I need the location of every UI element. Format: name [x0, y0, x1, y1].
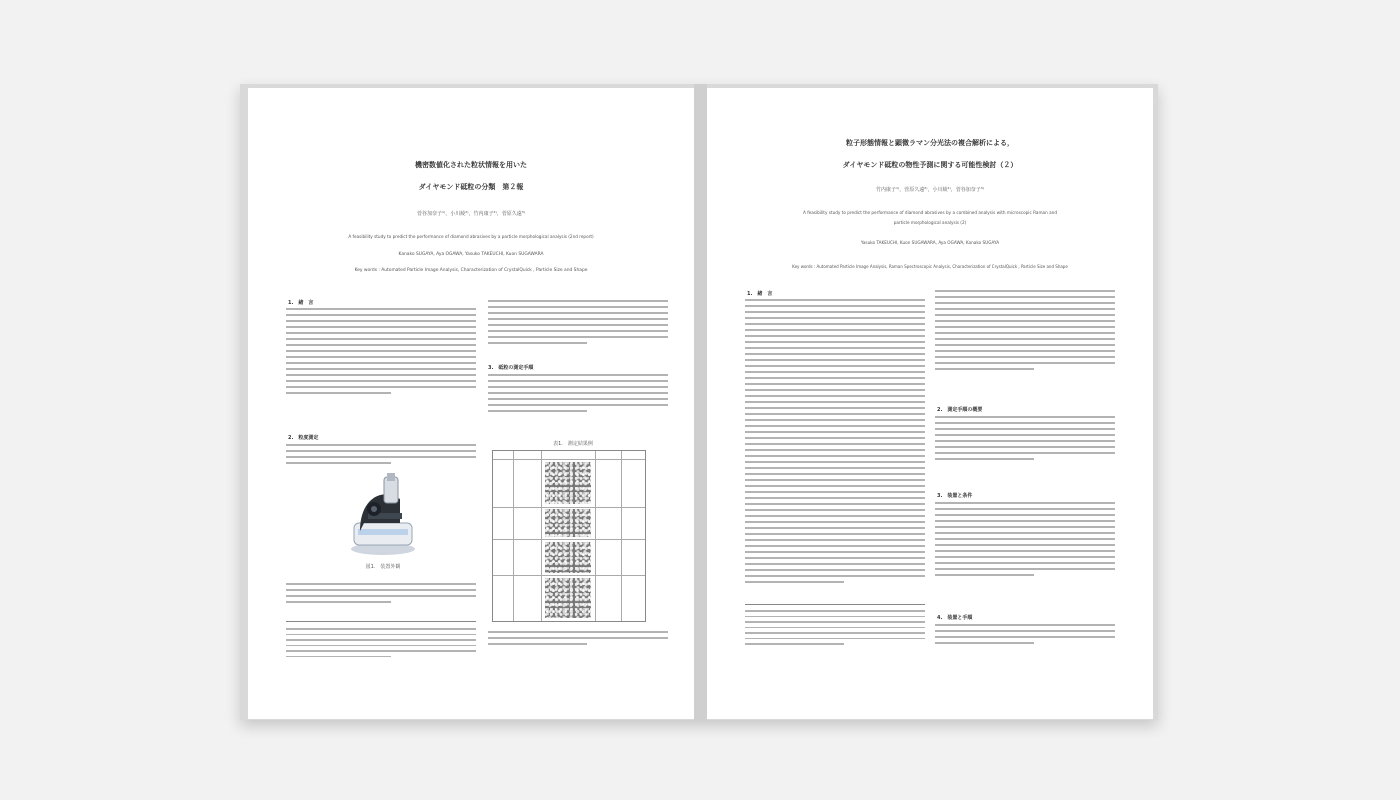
left-section2-heading: 2. 粒度測定	[288, 435, 319, 441]
left-col1-text2	[286, 444, 476, 468]
microscope-image	[340, 473, 426, 559]
right-english-authors: Yasuko TAKEUCHI, Kuon SUGAWARA, Aya OGAWA, Kanako SUGAYA	[860, 240, 1000, 245]
results-table	[492, 450, 646, 622]
right-page	[707, 88, 1153, 719]
particle-image-2	[545, 509, 591, 537]
page-gutter	[694, 84, 707, 720]
left-section1-heading: 1. 緒 言	[288, 300, 314, 306]
right-section1-heading: 1. 緒 言	[747, 291, 773, 297]
left-col2-text3	[488, 631, 668, 649]
right-english-title-line1: A feasibility study to predict the performance of diamond abrasives by a combined analysis with microscopic Raman and	[803, 210, 1057, 215]
left-english-title: A feasibility study to predict the performance of diamond abrasives by a particle morphological analysis (2nd report)	[348, 234, 594, 239]
document-spread	[240, 84, 1158, 720]
right-col2-text2	[935, 416, 1115, 464]
right-english-title-line2: particle morphological analysis (2)	[893, 220, 967, 225]
left-col1-text	[286, 308, 476, 398]
right-col2-text	[935, 290, 1115, 374]
right-footnote-rule	[745, 604, 925, 605]
right-title-line2: ダイヤモンド砥粒の物性予測に関する可能性検討（２）	[842, 161, 1018, 169]
right-title-line1: 粒子形態情報と顕微ラマン分光法の複合解析による，	[846, 139, 1014, 147]
right-col1-text	[745, 299, 925, 587]
left-col2-text	[488, 300, 668, 348]
left-keywords: Key words : Automated Particle Image Analysis, Characterization of CrystalQuick , Particle Size and Shape	[354, 268, 588, 273]
right-section3-heading: 3. 装置と条件	[937, 493, 973, 499]
left-table-caption: 表1. 測定結果例	[553, 441, 593, 447]
right-keywords: Key words : Automated Particle Image Analysis, Raman Spectroscopic Analysis, Characterization of CrystalQuick , Particle Size and Shape	[792, 264, 1068, 269]
right-col2-text4	[935, 624, 1115, 648]
left-authors: 菅谷加奈子¹⁾，小川綾²⁾，竹内康子²⁾，菅原久遠³⁾	[417, 211, 525, 217]
left-footnotes	[286, 628, 476, 661]
particle-image-1	[545, 462, 591, 504]
left-col1-text3	[286, 583, 476, 607]
left-footnote-rule	[286, 621, 476, 622]
left-title-line1: 機密数値化された粒状情報を用いた	[415, 161, 527, 169]
particle-image-4	[545, 578, 591, 618]
left-col2-text2	[488, 374, 668, 416]
left-section3-heading: 3. 砥粒の測定手順	[488, 365, 534, 371]
right-section4-heading: 4. 装置と手順	[937, 615, 973, 621]
left-figure-caption: 図1. 装置外観	[365, 564, 401, 570]
left-page	[248, 88, 694, 719]
particle-image-3	[545, 542, 591, 573]
right-footnotes	[745, 610, 925, 649]
right-authors: 竹内康子¹⁾，菅原久遠²⁾，小川綾²⁾，菅谷加奈子³⁾	[876, 187, 984, 193]
right-col2-text3	[935, 502, 1115, 580]
right-section2-heading: 2. 測定手順の概要	[937, 407, 983, 413]
left-title-line2: ダイヤモンド砥粒の分類 第２報	[418, 183, 524, 191]
left-english-authors: Kanako SUGAYA, Aya OGAWA, Yasuko TAKEUCHI, Kuon SUGAWARA	[398, 252, 544, 257]
